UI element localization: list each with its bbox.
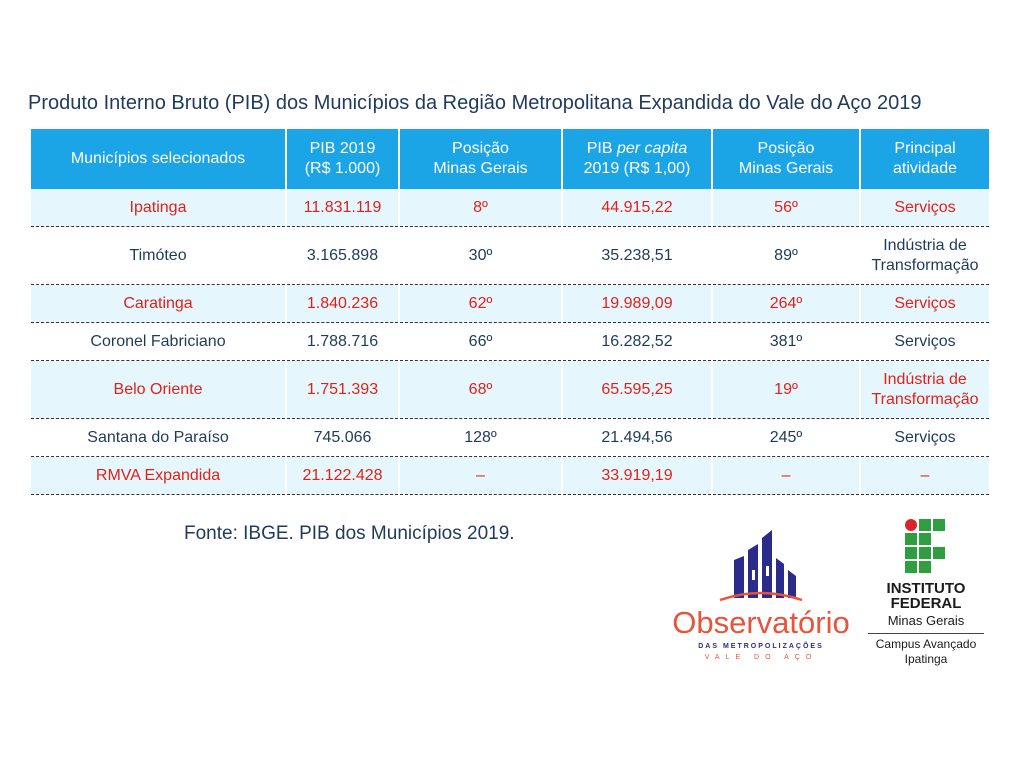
cell-municipio: Timóteo xyxy=(31,227,286,285)
observatorio-logo xyxy=(668,530,854,670)
cell-pib-per-capita: 33.919,19 xyxy=(562,457,712,495)
if-name-line2: FEDERAL xyxy=(890,595,962,612)
table-row xyxy=(31,189,989,227)
cell-pib-per-capita: 16.282,52 xyxy=(562,323,712,361)
cell-posicao-per-capita: 89º xyxy=(712,227,860,285)
cell-pib: 1.788.716 xyxy=(286,323,399,361)
cell-posicao-pib: 30º xyxy=(399,227,562,285)
cell-posicao-pib: – xyxy=(399,457,562,495)
cell-municipio: Ipatinga xyxy=(31,189,286,227)
cell-posicao-pib: 68º xyxy=(399,361,562,419)
cell-municipio: Coronel Fabriciano xyxy=(31,323,286,361)
if-grid-icon xyxy=(862,517,990,579)
table-row xyxy=(31,323,989,361)
cell-posicao-pib: 128º xyxy=(399,419,562,457)
cell-posicao-per-capita: 19º xyxy=(712,361,860,419)
source-note: Fonte: IBGE. PIB dos Municípios 2019. xyxy=(184,523,515,544)
page-title: Produto Interno Bruto (PIB) dos Municípios da Região Metropolitana Expandida do Vale do Aço 2019 xyxy=(28,92,922,114)
table-header-row xyxy=(31,129,989,189)
cell-pib: 745.066 xyxy=(286,419,399,457)
cell-pib: 11.831.119 xyxy=(286,189,399,227)
table-row xyxy=(31,227,989,285)
cell-posicao-per-capita: 56º xyxy=(712,189,860,227)
cell-pib-per-capita: 35.238,51 xyxy=(562,227,712,285)
cell-pib: 3.165.898 xyxy=(286,227,399,285)
cell-municipio: Santana do Paraíso xyxy=(31,419,286,457)
cell-atividade: Serviços xyxy=(860,285,989,323)
cell-atividade: Serviços xyxy=(860,189,989,227)
cell-posicao-per-capita: 381º xyxy=(712,323,860,361)
cell-pib-per-capita: 44.915,22 xyxy=(562,189,712,227)
header-posicao-pib: Posição Minas Gerais xyxy=(399,129,562,189)
cell-posicao-per-capita: 245º xyxy=(712,419,860,457)
header-municipios: Municípios selecionados xyxy=(31,129,286,189)
header-atividade: Principal atividade xyxy=(860,129,989,189)
header-posicao-per-capita: Posição Minas Gerais xyxy=(712,129,860,189)
cell-atividade: Serviços xyxy=(860,419,989,457)
table-row xyxy=(31,361,989,419)
if-divider xyxy=(868,633,984,634)
cell-posicao-per-capita: 264º xyxy=(712,285,860,323)
instituto-federal-logo xyxy=(862,517,990,677)
if-state: Minas Gerais xyxy=(887,613,965,628)
if-name-line1: INSTITUTO xyxy=(886,580,966,597)
cell-municipio: Belo Oriente xyxy=(31,361,286,419)
cell-pib-per-capita: 21.494,56 xyxy=(562,419,712,457)
table-row xyxy=(31,285,989,323)
observatorio-region: VALE DO AÇO xyxy=(704,654,818,661)
cell-pib: 21.122.428 xyxy=(286,457,399,495)
table-row xyxy=(31,419,989,457)
cell-posicao-pib: 62º xyxy=(399,285,562,323)
cell-municipio: Caratinga xyxy=(31,285,286,323)
cell-atividade: – xyxy=(860,457,989,495)
table-row-total xyxy=(31,457,989,495)
cell-pib-per-capita: 65.595,25 xyxy=(562,361,712,419)
cell-posicao-pib: 66º xyxy=(399,323,562,361)
header-pib-per-capita: PIB per capita 2019 (R$ 1,00) xyxy=(562,129,712,189)
buildings-icon xyxy=(668,530,854,606)
cell-posicao-pib: 8º xyxy=(399,189,562,227)
cell-pib: 1.751.393 xyxy=(286,361,399,419)
pib-table xyxy=(31,129,989,495)
cell-pib-per-capita: 19.989,09 xyxy=(562,285,712,323)
cell-pib: 1.840.236 xyxy=(286,285,399,323)
cell-atividade: Serviços xyxy=(860,323,989,361)
cell-atividade: Indústria de Transformação xyxy=(860,361,989,419)
cell-atividade: Indústria de Transformação xyxy=(860,227,989,285)
cell-posicao-per-capita: – xyxy=(712,457,860,495)
if-campus: Campus Avançado Ipatinga xyxy=(875,637,977,666)
observatorio-subtitle: DAS METROPOLIZAÇÕES xyxy=(698,643,824,650)
cell-municipio: RMVA Expandida xyxy=(31,457,286,495)
header-pib: PIB 2019 (R$ 1.000) xyxy=(286,129,399,189)
observatorio-wordmark: Observatório xyxy=(672,605,850,640)
